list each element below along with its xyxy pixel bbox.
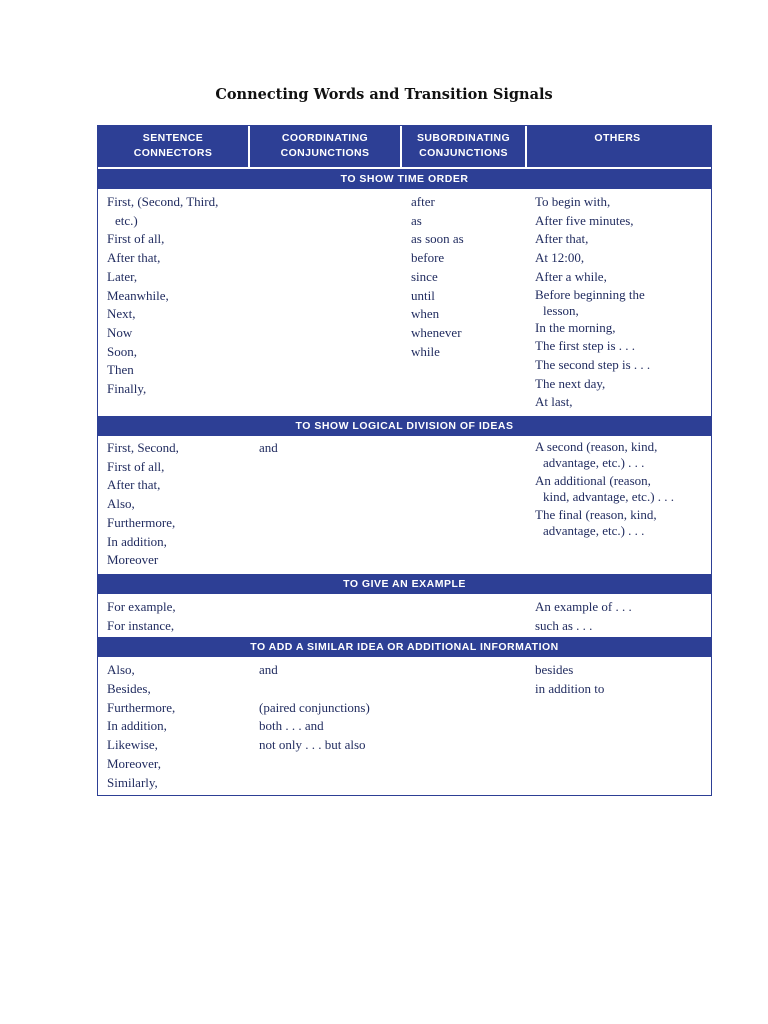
- list-item: besides: [535, 662, 574, 678]
- list-item: In addition,: [107, 533, 167, 549]
- list-item: advantage, etc.) . . .: [543, 455, 645, 471]
- header-others: OTHERS: [594, 132, 641, 144]
- list-item: For example,: [107, 598, 176, 614]
- col-sentence-connectors: [98, 439, 250, 570]
- list-item: Moreover,: [107, 755, 161, 771]
- col-others: [527, 598, 708, 635]
- list-item: since: [411, 268, 438, 284]
- section-title-example: TO GIVE AN EXAMPLE: [98, 572, 711, 594]
- section-body-time-order: [98, 189, 711, 414]
- list-item: In the morning,: [535, 319, 616, 335]
- list-item: until: [411, 287, 435, 303]
- list-item: after: [411, 194, 435, 209]
- col-sentence-connectors: [98, 193, 250, 412]
- list-item: not only . . . but also: [259, 737, 366, 753]
- list-item: After that,: [535, 231, 589, 247]
- section-title-time-order: TO SHOW TIME ORDER: [98, 167, 711, 189]
- col-subordinating: [402, 661, 527, 792]
- list-item: Soon,: [107, 343, 137, 359]
- list-item: The first step is . . .: [535, 338, 636, 354]
- col-coordinating: [250, 193, 402, 412]
- list-item: before: [411, 250, 445, 266]
- list-item: A second (reason, kind,: [535, 439, 658, 455]
- list-item: An example of . . .: [535, 598, 632, 614]
- list-item: Later,: [107, 268, 138, 284]
- section-body-logical-division: [98, 436, 711, 572]
- list-item: Meanwhile,: [107, 287, 169, 303]
- header-subordinating-conjunctions: SUBORDINATING CONJUNCTIONS: [402, 126, 527, 167]
- list-item: The final (reason, kind,: [535, 507, 657, 523]
- list-spacer: [259, 680, 402, 699]
- list-item: Finally,: [107, 381, 147, 397]
- col-subordinating: [402, 439, 527, 570]
- list-item: when: [411, 306, 440, 322]
- list-item: Besides,: [107, 681, 151, 697]
- list-item: Furthermore,: [107, 699, 176, 715]
- list-item: Likewise,: [107, 737, 158, 753]
- section-title-logical-division: TO SHOW LOGICAL DIVISION OF IDEAS: [98, 414, 711, 436]
- list-item: Furthermore,: [107, 514, 176, 530]
- col-coordinating: [250, 439, 402, 570]
- list-item: At last,: [535, 394, 573, 410]
- table-header-row: [98, 126, 711, 167]
- list-item: Before beginning the: [535, 286, 645, 302]
- list-item: At 12:00,: [535, 250, 585, 266]
- list-item: and: [259, 662, 278, 678]
- list-item: as: [411, 212, 422, 228]
- list-item: kind, advantage, etc.) . . .: [543, 489, 675, 505]
- list-item: in addition to: [535, 681, 605, 697]
- list-item: An additional (reason,: [535, 473, 651, 489]
- list-item: First of all,: [107, 458, 165, 474]
- list-item: After that,: [107, 477, 161, 493]
- list-item: First of all,: [107, 231, 165, 247]
- list-item: while: [411, 343, 440, 359]
- col-others: [527, 193, 708, 412]
- transition-signals-table: [97, 125, 712, 796]
- list-item: Moreover: [107, 552, 159, 568]
- list-item: lesson,: [543, 302, 579, 318]
- list-item: Also,: [107, 662, 135, 678]
- list-item: both . . . and: [259, 718, 324, 734]
- list-item: Then: [107, 362, 134, 378]
- list-item: and: [259, 440, 278, 456]
- section-title-similar-idea: TO ADD A SIMILAR IDEA OR ADDITIONAL INFORMATION: [98, 635, 711, 657]
- list-item: Now: [107, 324, 133, 340]
- list-item: Similarly,: [107, 774, 158, 790]
- col-sentence-connectors: [98, 598, 250, 635]
- list-item: The next day,: [535, 375, 606, 391]
- col-subordinating: [402, 193, 527, 412]
- header-sentence-connectors: SENTENCE CONNECTORS: [98, 126, 250, 167]
- list-item: After five minutes,: [535, 212, 634, 228]
- col-others: [527, 661, 708, 792]
- list-item: After a while,: [535, 268, 607, 284]
- col-sentence-connectors: [98, 661, 250, 792]
- list-item: In addition,: [107, 718, 167, 734]
- list-item: such as . . .: [535, 617, 593, 633]
- list-item: Next,: [107, 306, 136, 322]
- list-item: whenever: [411, 324, 462, 340]
- list-item: First, Second,: [107, 440, 179, 456]
- list-item: as soon as: [411, 231, 464, 247]
- col-coordinating: [250, 661, 402, 792]
- list-item: etc.): [115, 212, 138, 228]
- list-item: The second step is . . .: [535, 356, 651, 372]
- section-body-example: [98, 594, 711, 635]
- header-coordinating-conjunctions: COORDINATING CONJUNCTIONS: [250, 126, 402, 167]
- list-item: advantage, etc.) . . .: [543, 523, 645, 539]
- list-item: For instance,: [107, 617, 175, 633]
- col-subordinating: [402, 598, 527, 635]
- section-body-similar-idea: [98, 657, 711, 795]
- col-coordinating: [250, 598, 402, 635]
- list-item: To begin with,: [535, 194, 611, 209]
- col-others: [527, 439, 708, 570]
- page-title: Connecting Words and Transition Signals: [215, 86, 553, 103]
- list-item: (paired conjunctions): [259, 699, 370, 715]
- list-item: Also,: [107, 496, 135, 512]
- list-item: First, (Second, Third,: [107, 194, 219, 209]
- list-item: After that,: [107, 250, 161, 266]
